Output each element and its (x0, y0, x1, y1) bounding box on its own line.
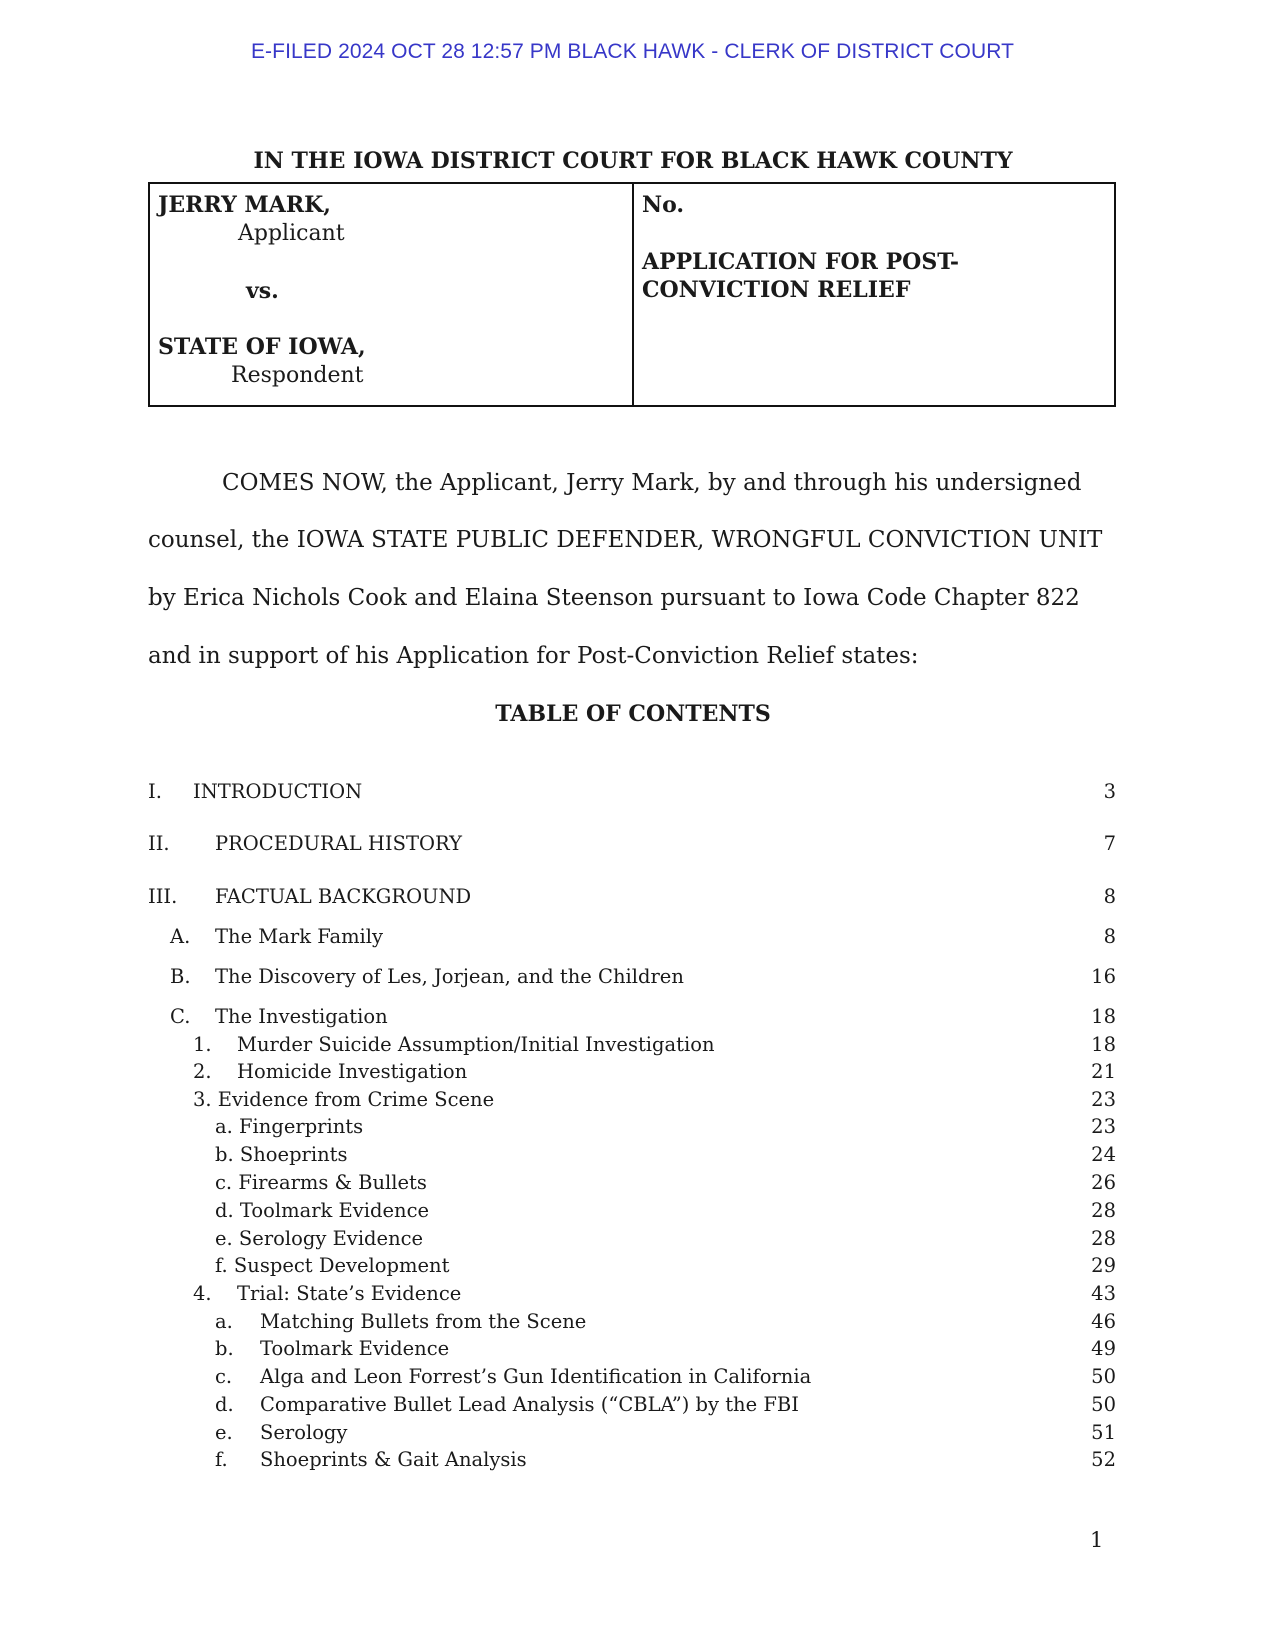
toc-marker: e. (215, 1421, 233, 1444)
toc-entry-title: 3. Evidence from Crime Scene (193, 1088, 495, 1111)
toc-entry-title: INTRODUCTION (193, 780, 363, 803)
caption-case-info (634, 184, 1114, 405)
toc-entry[interactable] (148, 832, 1116, 858)
toc-marker: I. (148, 780, 162, 803)
toc-entry-title: e. Serology Evidence (215, 1227, 424, 1250)
case-number-label: No. (642, 192, 685, 218)
toc-page-number: 18 (1091, 1005, 1116, 1028)
toc-page-number: 52 (1091, 1448, 1116, 1471)
toc-entry[interactable] (148, 1060, 1116, 1086)
respondent-role: Respondent (231, 363, 364, 388)
toc-page-number: 50 (1091, 1393, 1116, 1416)
toc-page-number: 3 (1103, 780, 1116, 803)
toc-entry[interactable] (148, 1254, 1116, 1280)
toc-entry-title: The Investigation (215, 1005, 388, 1028)
toc-page-number: 18 (1091, 1033, 1116, 1056)
toc-title: TABLE OF CONTENTS (495, 701, 771, 727)
toc-entry[interactable] (148, 965, 1116, 991)
intro-line: COMES NOW, the Applicant, Jerry Mark, by and through his undersigned (222, 470, 1082, 496)
toc-entry-title: Shoeprints & Gait Analysis (260, 1448, 527, 1471)
toc-page-number: 43 (1091, 1282, 1116, 1305)
toc-marker: II. (148, 832, 170, 855)
intro-line: counsel, the IOWA STATE PUBLIC DEFENDER, WRONGFUL CONVICTION UNIT (148, 527, 1103, 553)
toc-marker: b. (215, 1337, 234, 1360)
toc-entry-title: d. Toolmark Evidence (215, 1199, 430, 1222)
applicant-name: JERRY MARK, (158, 192, 331, 218)
toc-page-number: 23 (1091, 1088, 1116, 1111)
toc-entry-title: a. Fingerprints (215, 1115, 364, 1138)
toc-page-number: 8 (1103, 925, 1116, 948)
respondent-name: STATE OF IOWA, (158, 334, 366, 360)
toc-entry[interactable] (148, 1282, 1116, 1308)
toc-entry[interactable] (148, 1005, 1116, 1031)
toc-entry[interactable] (148, 1033, 1116, 1059)
toc-entry-title: The Discovery of Les, Jorjean, and the Children (215, 965, 684, 988)
toc-page-number: 28 (1091, 1199, 1116, 1222)
toc-entry-title: The Mark Family (215, 925, 384, 948)
toc-entry-title: Homicide Investigation (237, 1060, 468, 1083)
toc-marker: 4. (193, 1282, 212, 1305)
toc-entry-title: FACTUAL BACKGROUND (215, 885, 472, 908)
toc-entry[interactable] (148, 1448, 1116, 1474)
toc-entry[interactable] (148, 1365, 1116, 1391)
toc-entry-title: PROCEDURAL HISTORY (215, 832, 462, 855)
toc-entry-title: Trial: State’s Evidence (237, 1282, 462, 1305)
toc-marker: III. (148, 885, 178, 908)
document-title-line-1: APPLICATION FOR POST- (642, 249, 960, 275)
toc-page-number: 46 (1091, 1310, 1116, 1333)
versus-label: vs. (246, 278, 279, 304)
toc-page-number: 8 (1103, 885, 1116, 908)
toc-entry-title: c. Firearms & Bullets (215, 1171, 427, 1194)
toc-entry[interactable] (148, 1171, 1116, 1197)
toc-entry-title: Comparative Bullet Lead Analysis (“CBLA”) by the FBI (260, 1393, 799, 1416)
toc-entry[interactable] (148, 1337, 1116, 1363)
efiled-stamp: E-FILED 2024 OCT 28 12:57 PM BLACK HAWK - CLERK OF DISTRICT COURT (250, 40, 1015, 63)
toc-marker: C. (170, 1005, 191, 1028)
toc-entry[interactable] (148, 780, 1116, 806)
toc-page-number: 51 (1091, 1421, 1116, 1444)
toc-entry[interactable] (148, 1393, 1116, 1419)
toc-page-number: 50 (1091, 1365, 1116, 1388)
toc-entry[interactable] (148, 1227, 1116, 1253)
toc-entry[interactable] (148, 925, 1116, 951)
toc-marker: B. (170, 965, 191, 988)
toc-entry-title: Serology (260, 1421, 348, 1444)
toc-page-number: 29 (1091, 1254, 1116, 1277)
toc-marker: c. (215, 1365, 233, 1388)
toc-page-number: 7 (1103, 832, 1116, 855)
toc-entry[interactable] (148, 885, 1116, 911)
toc-entry[interactable] (148, 1115, 1116, 1141)
caption-parties (150, 184, 634, 405)
toc-entry[interactable] (148, 1310, 1116, 1336)
toc-page-number: 26 (1091, 1171, 1116, 1194)
toc-entry-title: Murder Suicide Assumption/Initial Investigation (237, 1033, 715, 1056)
toc-entry[interactable] (148, 1199, 1116, 1225)
toc-page-number: 16 (1091, 965, 1116, 988)
toc-entry-title: Matching Bullets from the Scene (260, 1310, 587, 1333)
toc-page-number: 49 (1091, 1337, 1116, 1360)
toc-marker: 2. (193, 1060, 212, 1083)
toc-page-number: 28 (1091, 1227, 1116, 1250)
toc-entry-title: f. Suspect Development (215, 1254, 450, 1277)
toc-page-number: 21 (1091, 1060, 1116, 1083)
page-number: 1 (1090, 1528, 1104, 1552)
toc-page-number: 23 (1091, 1115, 1116, 1138)
toc-entry-title: Alga and Leon Forrest’s Gun Identification in California (260, 1365, 812, 1388)
intro-line: and in support of his Application for Post-Conviction Relief states: (148, 643, 919, 669)
document-title-line-2: CONVICTION RELIEF (642, 277, 911, 303)
toc-marker: d. (215, 1393, 234, 1416)
applicant-role: Applicant (238, 221, 345, 246)
toc-page-number: 24 (1091, 1143, 1116, 1166)
intro-line: by Erica Nichols Cook and Elaina Steenson pursuant to Iowa Code Chapter 822 (148, 585, 1080, 611)
toc-entry-title: Toolmark Evidence (260, 1337, 450, 1360)
toc-marker: a. (215, 1310, 233, 1333)
toc-marker: 1. (193, 1033, 212, 1056)
court-title: IN THE IOWA DISTRICT COURT FOR BLACK HAWK COUNTY (253, 148, 1013, 174)
toc-marker: f. (215, 1448, 228, 1471)
toc-entry[interactable] (148, 1421, 1116, 1447)
toc-entry[interactable] (148, 1088, 1116, 1114)
toc-entry[interactable] (148, 1143, 1116, 1169)
toc-marker: A. (170, 925, 191, 948)
case-caption-box (148, 182, 1116, 407)
toc-entry-title: b. Shoeprints (215, 1143, 348, 1166)
